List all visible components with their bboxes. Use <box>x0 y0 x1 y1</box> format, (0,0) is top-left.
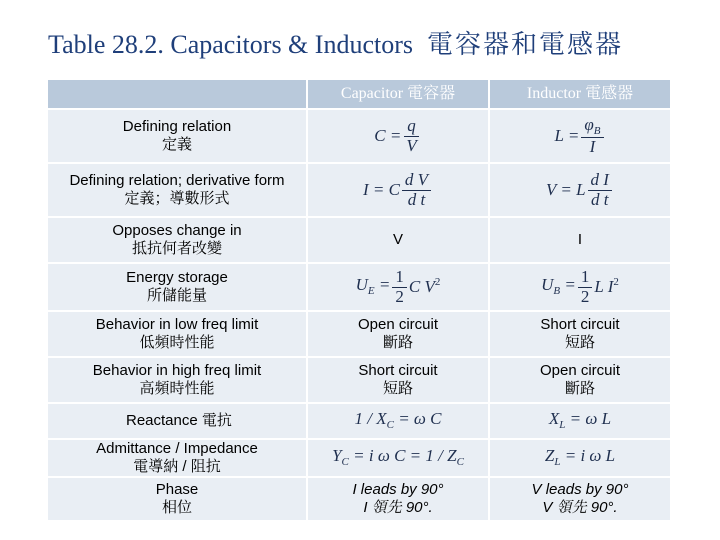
capacitor-phase-value-cjk: I 領先 90°. <box>363 499 433 516</box>
capacitor-definition-formula: C = $\frac{q}{V}$ <box>308 110 488 162</box>
row-label-opposes-cjk: 抵抗何者改變 <box>131 240 222 257</box>
inductor-definition-formula: L = $\frac{\varphi_B}{I}$ <box>490 110 670 162</box>
inductor-phase-value-cjk: V 領先 90°. <box>542 499 618 516</box>
title-chinese: 電容器和電感器 <box>426 30 623 59</box>
table-row <box>48 358 670 402</box>
row-label-highfreq: Behavior in high freq limit <box>92 362 262 379</box>
row-label-reactance: Reactance 電抗 <box>126 412 232 429</box>
row-label-admittance-cjk: 電導納 / 阻抗 <box>133 458 221 475</box>
table-row <box>48 404 670 438</box>
capacitor-highfreq-value: Short circuit <box>358 362 438 379</box>
row-label-opposes: Opposes change in <box>112 222 242 239</box>
inductor-impedance-formula: $Z_L = i$ ω L <box>544 446 616 469</box>
header-capacitor: Capacitor 電容器 <box>340 85 456 103</box>
capacitor-lowfreq-value-cjk: 斷路 <box>382 334 413 351</box>
inductor-reactance-formula: $X_L = \omega$ L <box>548 409 612 432</box>
header-empty-cell <box>48 80 306 108</box>
inductor-lowfreq-value-cjk: 短路 <box>564 334 595 351</box>
row-label-highfreq-cjk: 高頻時性能 <box>139 380 215 397</box>
row-label-defining-cjk: 定義 <box>161 136 192 153</box>
capacitor-energy-formula: $U_E$ = $\frac{1}{2}$ C $V^2$ <box>355 266 441 306</box>
inductor-phase-value: V leads by 90° <box>531 481 629 498</box>
inductor-highfreq-value: Open circuit <box>539 362 621 379</box>
row-label-defining: Defining relation <box>122 118 232 135</box>
capacitor-admittance-formula: $Y_C = i$ ω $C = 1 / Z_C$ <box>332 446 464 469</box>
inductor-energy-formula: $U_B$ = $\frac{1}{2}$ L $I^2$ <box>541 266 619 306</box>
table-row <box>48 478 670 520</box>
capacitor-phase-value: I leads by 90° <box>352 481 444 498</box>
inductor-opposes-value: I <box>577 231 583 248</box>
table-row <box>48 440 670 476</box>
row-label-phase: Phase <box>155 481 199 498</box>
inductor-highfreq-value-cjk: 斷路 <box>564 380 595 397</box>
row-label-lowfreq: Behavior in low freq limit <box>95 316 259 333</box>
row-label-energy: Energy storage <box>126 269 228 286</box>
table-header-row <box>48 80 670 108</box>
page-title <box>48 24 623 61</box>
table-row <box>48 264 670 310</box>
capacitor-reactance-formula: $1 / X_C = \omega$ C <box>354 409 442 432</box>
table-row <box>48 218 670 262</box>
table-row <box>48 312 670 356</box>
capacitor-opposes-value: V <box>392 231 403 248</box>
row-label-energy-cjk: 所儲能量 <box>146 287 207 304</box>
table-row <box>48 164 670 216</box>
table-row <box>48 110 670 162</box>
capacitor-derivative-formula: I = C $\frac{\text{d V}}{\text{d t}}$ <box>308 164 488 216</box>
capacitor-highfreq-value-cjk: 短路 <box>382 380 413 397</box>
title-english: Table 28.2. Capacitors & Inductors <box>48 30 413 59</box>
row-label-admittance: Admittance / Impedance <box>96 440 258 457</box>
capacitor-lowfreq-value: Open circuit <box>357 316 439 333</box>
comparison-table <box>48 80 670 520</box>
inductor-lowfreq-value: Short circuit <box>540 316 620 333</box>
row-label-phase-cjk: 相位 <box>161 499 192 516</box>
inductor-derivative-formula: V = L $\frac{\text{d I}}{\text{d t}}$ <box>490 164 670 216</box>
header-inductor: Inductor 電感器 <box>526 85 634 103</box>
row-label-derivative: Defining relation; derivative form <box>69 172 285 189</box>
row-label-lowfreq-cjk: 低頻時性能 <box>139 334 215 351</box>
row-label-derivative-cjk: 定義；導數形式 <box>124 190 230 207</box>
